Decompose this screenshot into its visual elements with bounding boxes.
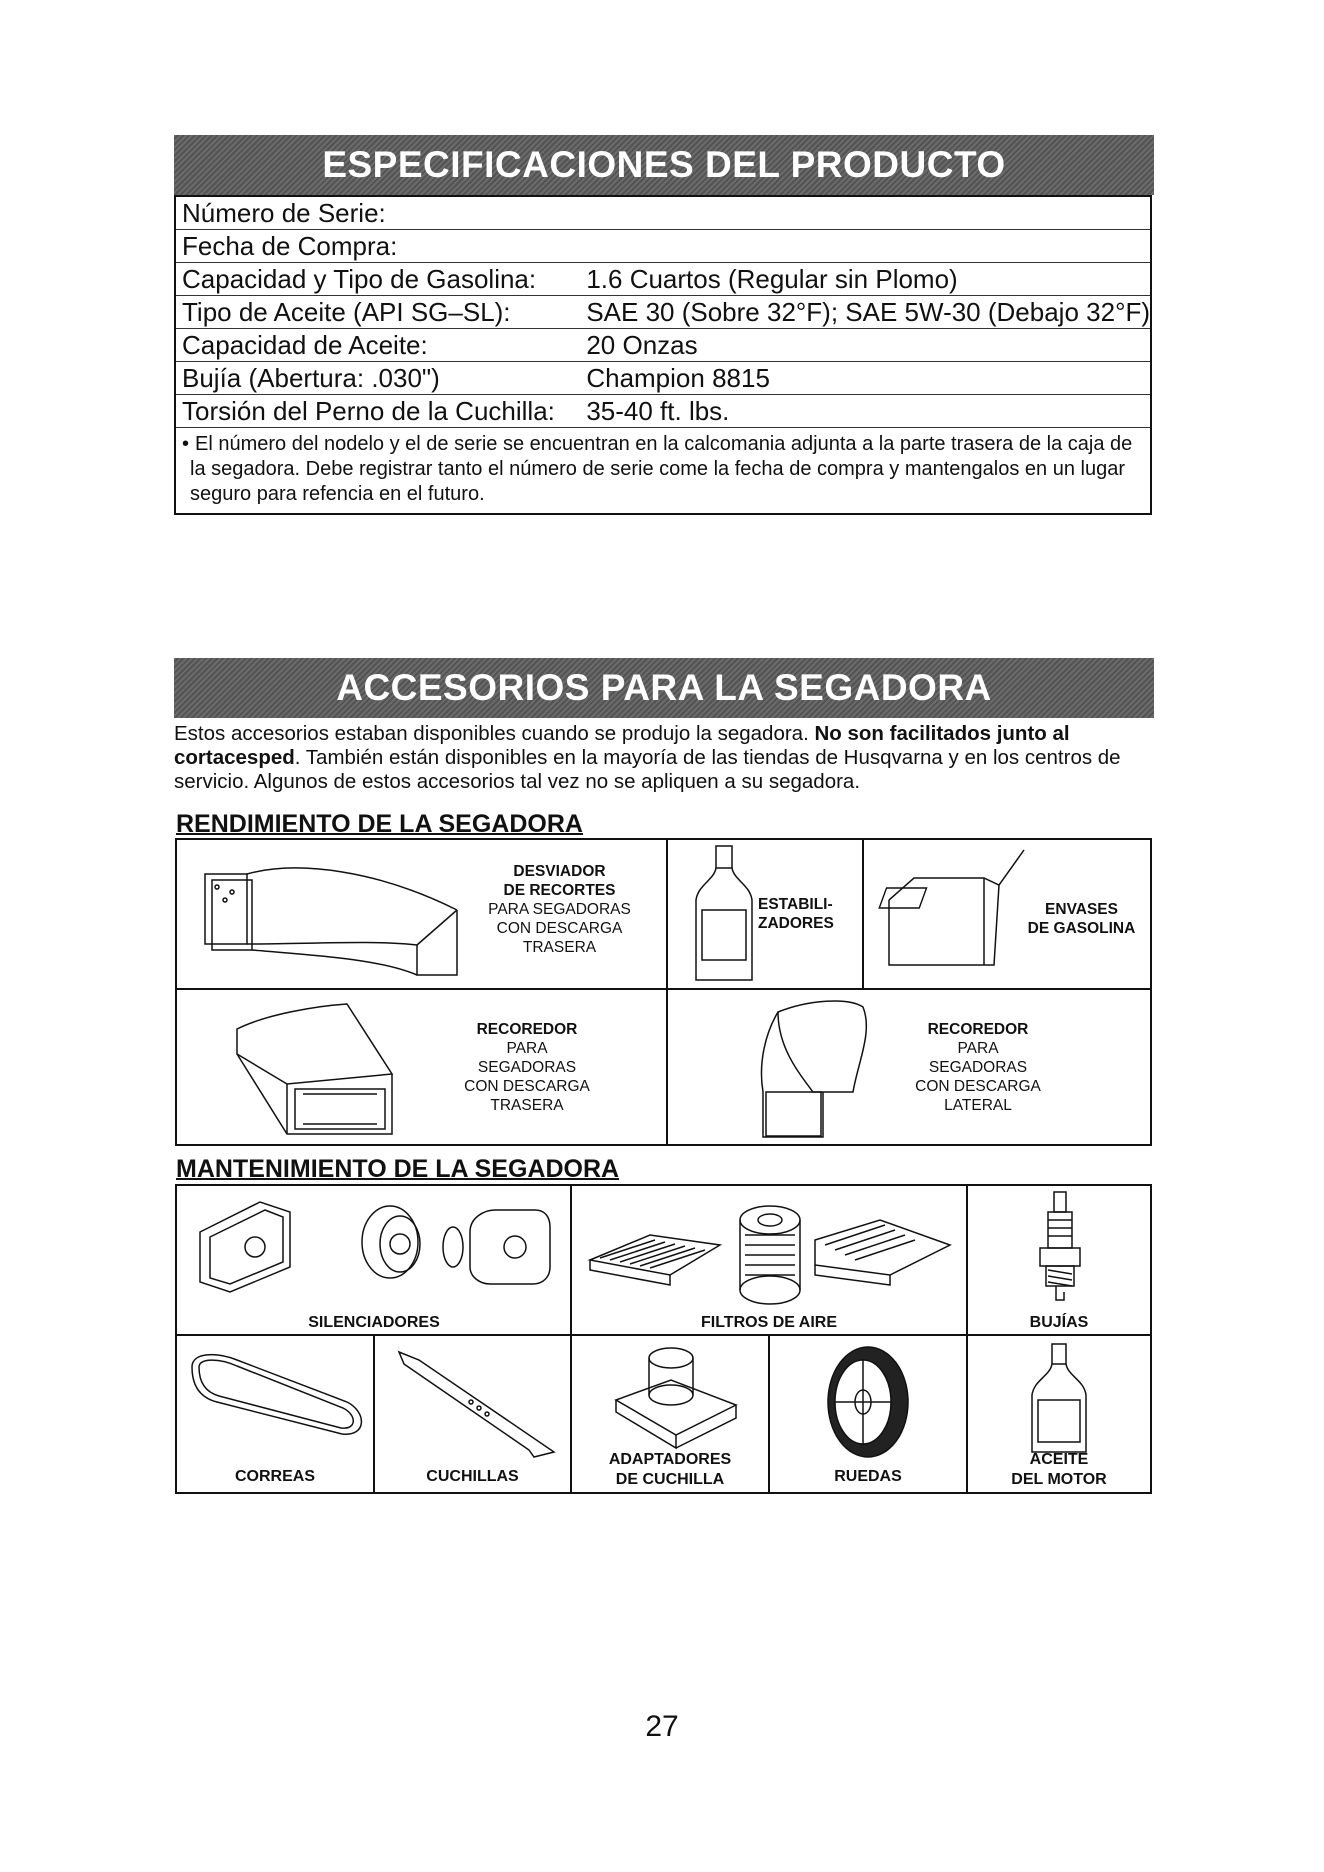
stabilizers-panel bbox=[666, 838, 864, 990]
spec-label: Tipo de Aceite (API SG–SL): bbox=[175, 296, 580, 329]
blade-icon bbox=[379, 1342, 569, 1462]
air-filters-caption: FILTROS DE AIRE bbox=[701, 1314, 837, 1331]
spark-plugs-caption: BUJÍAS bbox=[1029, 1314, 1089, 1331]
side-bagger-icon bbox=[738, 992, 888, 1142]
air-filter-icon bbox=[580, 1190, 960, 1310]
spec-label: Capacidad y Tipo de Gasolina: bbox=[175, 263, 580, 296]
side-bagger-panel bbox=[666, 988, 1152, 1146]
spec-row bbox=[175, 230, 1151, 263]
spec-row bbox=[175, 362, 1151, 395]
maintenance-title: MANTENIMIENTO DE LA SEGADORA bbox=[176, 1155, 620, 1183]
performance-title: RENDIMIENTO DE LA SEGADORA bbox=[176, 810, 583, 838]
adapters-panel bbox=[570, 1334, 770, 1494]
page-number: 27 bbox=[645, 1710, 679, 1743]
rear-bagger-label: RECOREDOR PARA SEGADORAS CON DESCARGA TRASERA bbox=[464, 1021, 590, 1114]
spark-plug-icon bbox=[1030, 1188, 1090, 1313]
spec-row bbox=[175, 395, 1151, 428]
spec-label: Bujía (Abertura: .030") bbox=[175, 362, 580, 395]
air-filters-panel bbox=[570, 1184, 968, 1336]
spec-value: SAE 30 (Sobre 32°F); SAE 5W-30 (Debajo 32°F) bbox=[580, 296, 1151, 329]
spec-note: • El número del nodelo y el de serie se encuentran en la calcomania adjunta a la parte trasera de la caja de la segadora. Debe registrar tanto el número de serie come la fecha de compra y mantengalos en un lugar seguro para refencia en el futuro. bbox=[175, 428, 1151, 515]
spec-value: 35-40 ft. lbs. bbox=[580, 395, 1151, 428]
gas-can-icon bbox=[874, 840, 1034, 988]
adapter-icon bbox=[576, 1340, 766, 1455]
spec-label: Fecha de Compra: bbox=[175, 230, 1151, 263]
mufflers-caption: SILENCIADORES bbox=[308, 1314, 440, 1331]
engine-oil-caption: ACEITE DEL MOTOR bbox=[1011, 1451, 1107, 1488]
spec-row bbox=[175, 196, 1151, 230]
blades-caption: CUCHILLAS bbox=[426, 1468, 519, 1485]
accessories-banner: ACCESORIOS PARA LA SEGADORA bbox=[174, 658, 1154, 718]
wheel-icon bbox=[808, 1340, 928, 1465]
deflector-label: DESVIADOR DE RECORTES PARA SEGADORAS CON DESCARGA TRASERA bbox=[488, 863, 631, 956]
blades-panel bbox=[373, 1334, 572, 1494]
rear-bagger-panel bbox=[175, 988, 668, 1146]
spec-label: Capacidad de Aceite: bbox=[175, 329, 580, 362]
spec-note-row bbox=[175, 428, 1151, 515]
bullet-icon: • bbox=[182, 433, 190, 455]
belts-caption: CORREAS bbox=[234, 1468, 315, 1485]
oil-bottle-icon bbox=[1024, 1340, 1094, 1455]
rear-bagger-icon bbox=[227, 994, 457, 1144]
specs-table bbox=[174, 195, 1152, 515]
belts-panel bbox=[175, 1334, 375, 1494]
wheels-caption: RUEDAS bbox=[834, 1468, 902, 1485]
specs-banner: ESPECIFICACIONES DEL PRODUCTO bbox=[174, 135, 1154, 195]
adapters-caption: ADAPTADORES DE CUCHILLA bbox=[608, 1451, 732, 1488]
spec-value: Champion 8815 bbox=[580, 362, 1151, 395]
engine-oil-panel bbox=[966, 1334, 1152, 1494]
spec-label: Número de Serie: bbox=[175, 196, 1151, 230]
gas-cans-label: ENVASES DE GASOLINA bbox=[1027, 901, 1136, 937]
spec-label: Torsión del Perno de la Cuchilla: bbox=[175, 395, 580, 428]
belt-icon bbox=[177, 1342, 373, 1452]
spec-value: 20 Onzas bbox=[580, 329, 1151, 362]
accessories-intro: Estos accesorios estaban disponibles cuando se produjo la segadora. No son facilitados junto al cortacesped. También están disponibles en la mayoría de las tiendas de Husqvarna y en los centros de servicio. Algunos de estos accesorios tal vez no se apliquen a su segadora. bbox=[174, 722, 1121, 793]
spec-row bbox=[175, 296, 1151, 329]
gas-cans-panel bbox=[862, 838, 1152, 990]
spec-row bbox=[175, 329, 1151, 362]
spec-value: 1.6 Cuartos (Regular sin Plomo) bbox=[580, 263, 1151, 296]
stabilizers-label: ESTABILI- ZADORES bbox=[758, 896, 834, 932]
deflector-panel bbox=[175, 838, 668, 990]
wheels-panel bbox=[768, 1334, 968, 1494]
side-bagger-label: RECOREDOR PARA SEGADORAS CON DESCARGA LATERAL bbox=[915, 1021, 1041, 1114]
mufflers-panel bbox=[175, 1184, 572, 1336]
spec-row bbox=[175, 263, 1151, 296]
spark-plugs-panel bbox=[966, 1184, 1152, 1336]
muffler-icon bbox=[185, 1192, 565, 1312]
bottle-icon bbox=[686, 840, 766, 988]
